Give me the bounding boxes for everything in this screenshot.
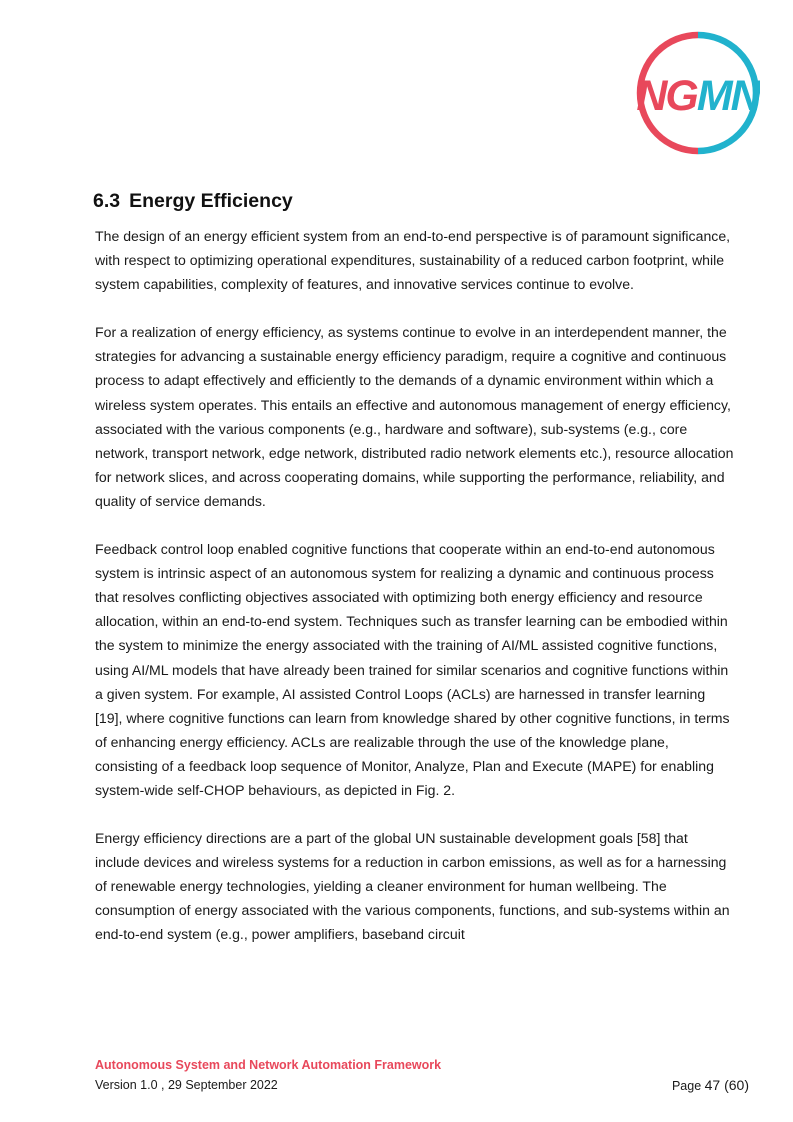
paragraph: Energy efficiency directions are a part of the global UN sustainable development goals [58] that include devices and wireless systems for a reduction in carbon emissions, as well as for a harnessing of renewable energy technologies, yielding a cleaner environment for human wellbeing. The consumption of energy associated with the various components, functions, and sub-systems within an end-to-end system (e.g., power amplifiers, baseband circuit — [95, 830, 730, 943]
page-value: 47 (60) — [704, 1077, 749, 1093]
logo-text-left: NG — [636, 72, 697, 120]
paragraph: For a realization of energy efficiency, as systems continue to evolve in an interdependent manner, the strategies for advancing a sustainable energy efficiency paradigm, require a cognitive and continuous process to adapt effectively and efficiently to the demands of a dynamic environment within which a wireless system operates. This entails an effective and autonomous management of energy efficiency, associated with the various components (e.g., hardware and software), sub-systems (e.g., core network, transport network, edge network, distributed radio network elements etc.), resource allocation for network slices, and across cooperating domains, while supporting the performance, reliability, and quality of service demands. — [95, 324, 734, 509]
logo-text — [636, 72, 760, 120]
section-body — [95, 224, 735, 971]
paragraph: The design of an energy efficient system from an end-to-end perspective is of paramount significance, with respect to optimizing operational expenditures, sustainability of a reduced carbon footprint, while system capabilities, complexity of features, and innovative services continue to evolve. — [95, 228, 731, 293]
page-label: Page — [671, 1079, 702, 1093]
footer-version: Version 1.0 , 29 September 2022 — [95, 1078, 278, 1092]
section-number: 6.3 — [93, 190, 121, 212]
section-title: Energy Efficiency — [129, 190, 293, 212]
ngmn-logo — [636, 31, 760, 155]
section-heading — [93, 190, 293, 213]
paragraph: Feedback control loop enabled cognitive functions that cooperate within an end-to-end autonomous system is intrinsic aspect of an autonomous system for realizing a dynamic and continuous process that resolves conflicting objectives associated with optimizing both energy efficiency and resource allocation, within an end-to-end system. Techniques such as transfer learning can be embodied within the system to minimize the energy associated with the training of AI/ML assisted cognitive functions, using AI/ML models that have already been trained for similar scenarios and cognitive functions within a given system. For example, AI assisted Control Loops (ACLs) are harnessed in transfer learning [19], where cognitive functions can learn from knowledge shared by other cognitive functions, in terms of enhancing energy efficiency. ACLs are realizable through the use of the knowledge plane, consisting of a feedback loop sequence of Monitor, Analyze, Plan and Execute (MAPE) for enabling system-wide self-CHOP behaviours, as depicted in Fig. 2. — [95, 541, 730, 798]
footer-page-number — [672, 1077, 749, 1093]
logo-text-right: MN — [696, 72, 760, 120]
footer-document-title: Autonomous System and Network Automation Framework — [95, 1058, 442, 1072]
